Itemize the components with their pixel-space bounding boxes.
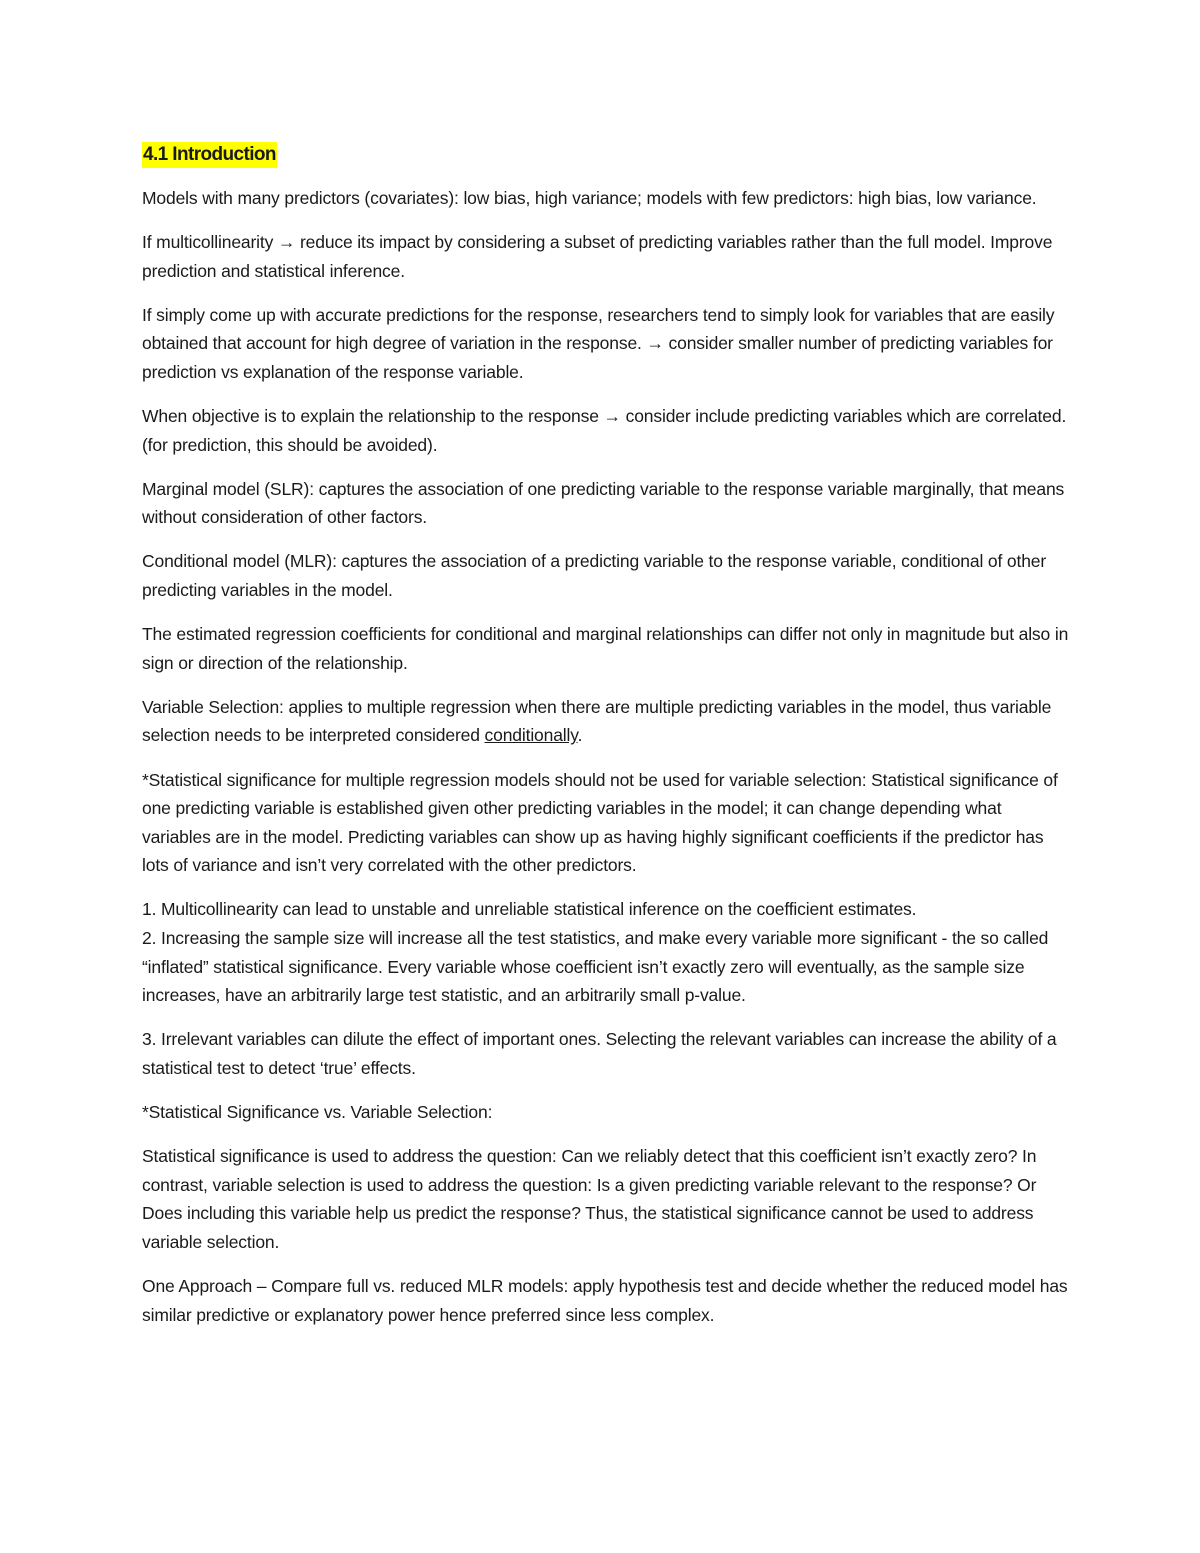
paragraph-bias-variance: Models with many predictors (covariates): low bias, high variance; models with few predictors: high bias, low variance.: [142, 188, 1037, 208]
paragraph-coefficient-differences: The estimated regression coefficients for conditional and marginal relationships can differ not only in magnitude but also in sign or direction of the relationship.: [142, 624, 1069, 673]
paragraph-marginal-model: Marginal model (SLR): captures the association of one predicting variable to the response variable marginally, that means without consideration of other factors.: [142, 478, 1065, 528]
list-item-3: 3. Irrelevant variables can dilute the effect of important ones. Selecting the relevant variables can increase the ability of a statistical test to detect ‘true’ effects.: [142, 1029, 1057, 1078]
paragraph-prediction-goal: If simply come up with accurate predictions for the response, researchers tend to simply look for variables that are easily obtained that account for high degree of variation in the response. → consider smaller number of predicting variables for prediction vs explanation of the response variable.: [142, 304, 1055, 382]
paragraph-one-approach: One Approach – Compare full vs. reduced MLR models: apply hypothesis test and decide whether the reduced model has similar predictive or explanatory power hence preferred since less complex.: [142, 1275, 1068, 1325]
paragraph-significance-vs-selection: Statistical significance is used to address the question: Can we reliably detect that this coefficient isn’t exactly zero? In contrast, variable selection is used to address the question: Is a given predicting variable relevant to the response? Or Does including this variable help us predict the response? Thus, the statistical significance cannot be used to address variable selection.: [142, 1146, 1037, 1252]
paragraph-multicollinearity: If multicollinearity → reduce its impact by considering a subset of predicting variables rather than the full model. Improve prediction and statistical inference.: [142, 232, 1053, 281]
paragraph-significance-vs-selection-title: *Statistical Significance vs. Variable Selection:: [142, 1101, 493, 1122]
document-body: [142, 140, 1072, 1345]
list-item-2: 2. Increasing the sample size will increase all the test statistics, and make every variable more significant - the so called “inflated” statistical significance. Every variable whose coefficient isn’t exactly zero will eventually, as the sample size increases, have an arbitrarily large test statistic, and an arbitrarily small p-value.: [142, 927, 1049, 1006]
paragraph-conditional-model: Conditional model (MLR): captures the association of a predicting variable to the response variable, conditional of other predicting variables in the model.: [142, 551, 1047, 601]
paragraph-explanation-goal: When objective is to explain the relationship to the response → consider include predicting variables which are correlated. (for prediction, this should be avoided).: [142, 406, 1067, 455]
paragraph-significance-warning: *Statistical significance for multiple regression models should not be used for variable selection: Statistical significance of one predicting variable is established given other predicting variables in the model; it can change depending what variables are in the model. Predicting variables can show up as having highly significant coefficients if the predictor has lots of variance and isn’t very correlated with the other predictors.: [142, 769, 1058, 876]
underlined-conditionally: conditionally: [484, 725, 578, 746]
section-heading: 4.1 Introduction: [142, 142, 277, 168]
variable-selection-period: .: [577, 725, 583, 746]
list-item-1: 1. Multicollinearity can lead to unstable and unreliable statistical inference on the coefficient estimates.: [142, 899, 917, 920]
paragraph-variable-selection: [142, 693, 1072, 750]
variable-selection-text: Variable Selection: applies to multiple regression when there are multiple predicting variables in the model, thus variable selection needs to be interpreted considered: [142, 696, 1052, 746]
